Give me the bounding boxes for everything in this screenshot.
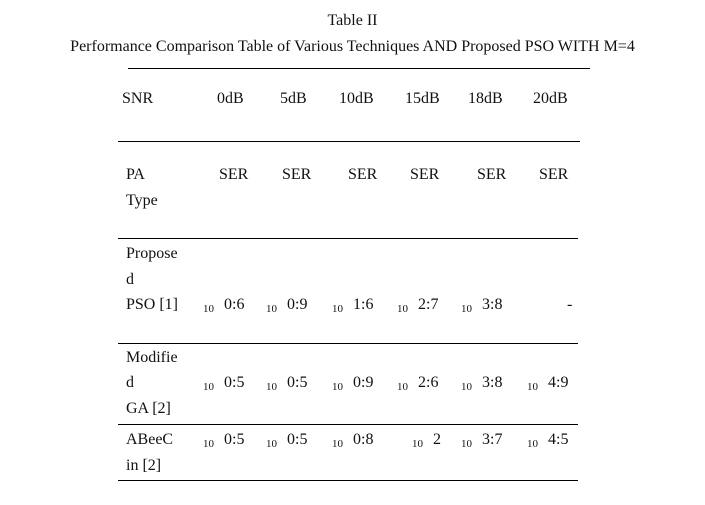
cell-subscript: 10 (266, 381, 277, 393)
snr-value: 18dB (468, 90, 503, 107)
row-name-line: in [2] (126, 457, 162, 474)
cell-value: 3:8 (482, 374, 503, 391)
cell-value: 0:8 (353, 431, 374, 448)
row-name-line: Modifie (126, 349, 178, 366)
rule-after-snr (118, 141, 580, 142)
cell-value: 0:9 (287, 296, 308, 313)
ser-header: SER (282, 166, 312, 183)
snr-value: 15dB (405, 90, 440, 107)
ser-header: SER (477, 166, 507, 183)
cell-value: 2 (433, 431, 441, 448)
row-name-line: PSO [1] (126, 296, 179, 313)
snr-value: 0dB (217, 90, 244, 107)
snr-label: SNR (122, 90, 154, 107)
ser-header: SER (219, 166, 249, 183)
snr-value: 10dB (339, 90, 374, 107)
row-name-line: d (126, 271, 134, 288)
cell-value: 1:6 (353, 296, 374, 313)
top-rule (128, 68, 590, 69)
ser-header: SER (410, 166, 440, 183)
bottom-rule (118, 480, 578, 481)
cell-value: 2:6 (418, 374, 439, 391)
rule-after-ga (118, 424, 578, 425)
cell-subscript: 10 (332, 303, 343, 315)
cell-value: 4:5 (548, 431, 569, 448)
pa-type-label-line2: Type (126, 192, 158, 209)
cell-subscript: 10 (461, 381, 472, 393)
row-name-line: ABeeC (126, 431, 174, 448)
cell-subscript: 10 (266, 303, 277, 315)
cell-subscript: 10 (332, 381, 343, 393)
cell-subscript: 10 (203, 381, 214, 393)
snr-value: 5dB (280, 90, 307, 107)
cell-subscript: 10 (397, 381, 408, 393)
cell-value: 0:5 (224, 374, 245, 391)
cell-value: 0:6 (224, 296, 245, 313)
cell-subscript: 10 (332, 438, 343, 450)
cell-value: - (567, 296, 573, 313)
cell-value: 0:5 (224, 431, 245, 448)
pa-type-label-line1: PA (126, 166, 145, 183)
ser-header: SER (539, 166, 569, 183)
cell-subscript: 10 (266, 438, 277, 450)
table-title: Performance Comparison Table of Various Techniques AND Proposed PSO WITH M=4 (70, 38, 635, 55)
cell-value: 0:5 (287, 431, 308, 448)
cell-subscript: 10 (203, 303, 214, 315)
cell-subscript: 10 (527, 381, 538, 393)
cell-value: 3:7 (482, 431, 503, 448)
cell-value: 0:9 (353, 374, 374, 391)
table-label: Table II (327, 12, 378, 29)
cell-subscript: 10 (397, 303, 408, 315)
cell-value: 0:5 (287, 374, 308, 391)
rule-after-pso (118, 343, 578, 344)
cell-subscript: 10 (461, 438, 472, 450)
row-name-line: d (126, 374, 134, 391)
cell-value: 3:8 (482, 296, 503, 313)
cell-value: 2:7 (418, 296, 439, 313)
cell-subscript: 10 (461, 303, 472, 315)
row-name-line: Propose (126, 245, 178, 262)
cell-subscript: 10 (203, 438, 214, 450)
rule-after-header (118, 238, 578, 239)
ser-header: SER (348, 166, 378, 183)
cell-value: 4:9 (548, 374, 569, 391)
snr-value: 20dB (533, 90, 568, 107)
cell-subscript: 10 (527, 438, 538, 450)
row-name-line: GA [2] (126, 400, 171, 417)
cell-subscript: 10 (412, 438, 423, 450)
